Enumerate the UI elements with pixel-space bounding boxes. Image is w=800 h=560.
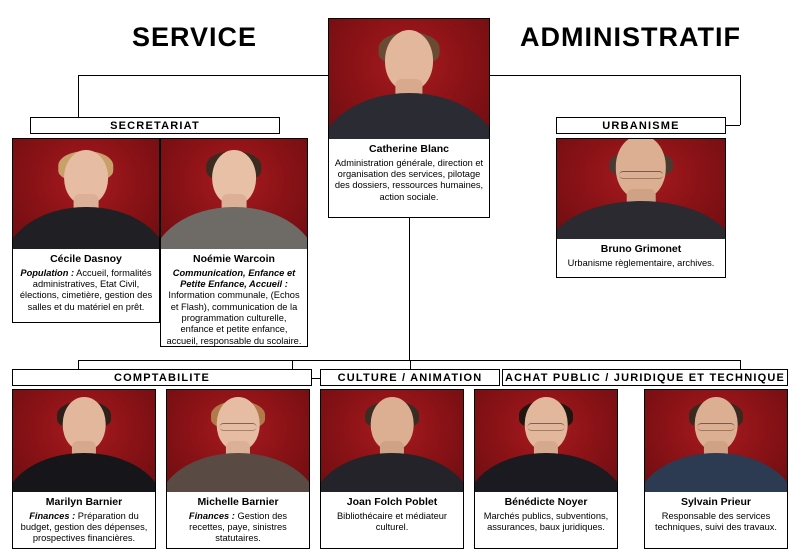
person-name: Bruno Grimonet xyxy=(600,243,682,255)
section-header-urbanisme: URBANISME xyxy=(556,117,726,134)
person-name: Cécile Dasnoy xyxy=(50,253,122,265)
person-card-catherine-blanc[interactable] xyxy=(328,18,490,218)
person-caption xyxy=(13,249,159,318)
person-caption xyxy=(557,239,725,274)
connector-director-down xyxy=(409,218,410,360)
person-role-prefix: Population : xyxy=(20,267,75,278)
person-name: Marilyn Barnier xyxy=(45,496,123,508)
person-role xyxy=(17,511,151,545)
person-role-text: Accueil, formalités administratives, Etat Civil, élections, cimetière, gestion des salles et du matériel en prêt. xyxy=(19,267,153,312)
portrait-photo xyxy=(645,390,787,492)
person-caption xyxy=(645,492,787,538)
page-title-left: SERVICE xyxy=(132,22,258,52)
section-header-culture: CULTURE / ANIMATION xyxy=(320,369,500,386)
person-role-prefix: Communication, Enfance et Petite Enfance, Accueil : xyxy=(172,267,296,290)
portrait-photo xyxy=(557,139,725,239)
connector-bottom-bus xyxy=(78,360,740,361)
page-title-right: ADMINISTRATIF xyxy=(520,22,741,52)
person-caption xyxy=(475,492,617,538)
person-role: Marchés publics, subventions, assurances, baux juridiques. xyxy=(483,510,609,533)
connector-top-right-drop xyxy=(740,75,741,125)
portrait-photo xyxy=(475,390,617,492)
person-name: Bénédicte Noyer xyxy=(504,496,588,508)
person-name: Noémie Warcoin xyxy=(193,253,275,265)
person-role xyxy=(171,511,305,545)
person-role: Urbanisme règlementaire, archives. xyxy=(567,257,715,268)
section-header-secretariat: SECRETARIAT xyxy=(30,117,280,134)
person-role xyxy=(17,268,155,313)
person-caption xyxy=(13,492,155,549)
person-name: Joan Folch Poblet xyxy=(346,496,438,508)
person-role-prefix: Finances : xyxy=(188,510,235,521)
person-role: Responsable des services techniques, suivi des travaux. xyxy=(655,510,777,533)
person-card-cecile-dasnoy[interactable] xyxy=(12,138,160,323)
person-card-benedicte-noyer[interactable] xyxy=(474,389,618,549)
portrait-photo xyxy=(13,390,155,492)
person-role-text: Préparation du budget, gestion des dépenses, prospectives financières. xyxy=(20,510,148,544)
person-caption xyxy=(329,139,489,208)
person-card-joan-folch-poblet[interactable] xyxy=(320,389,464,549)
person-caption xyxy=(161,249,307,347)
person-card-sylvain-prieur[interactable] xyxy=(644,389,788,549)
portrait-photo xyxy=(329,19,489,139)
person-name: Catherine Blanc xyxy=(369,143,449,155)
portrait-photo xyxy=(321,390,463,492)
person-role-prefix: Finances : xyxy=(29,510,76,521)
section-header-comptabilite: COMPTABILITE xyxy=(12,369,312,386)
person-role xyxy=(165,268,303,347)
person-caption xyxy=(321,492,463,538)
person-role: Bibliothécaire et médiateur culturel. xyxy=(336,510,448,533)
person-card-marilyn-barnier[interactable] xyxy=(12,389,156,549)
person-role-text: Gestion des recettes, paye, sinistres statutaires. xyxy=(189,510,288,544)
portrait-photo xyxy=(13,139,159,249)
person-card-bruno-grimonet[interactable] xyxy=(556,138,726,278)
portrait-photo xyxy=(167,390,309,492)
portrait-photo xyxy=(161,139,307,249)
person-name: Sylvain Prieur xyxy=(680,496,752,508)
person-card-michelle-barnier[interactable] xyxy=(166,389,310,549)
section-header-achat: ACHAT PUBLIC / JURIDIQUE ET TECHNIQUE xyxy=(502,369,788,386)
person-role-text: Information communale, (Echos et Flash), communication de la programmation culturelle, enfance et petite enfance, accueil, responsable du scolaire. xyxy=(166,290,302,346)
person-role: Administration générale, direction et organisation des services, pilotage des dossiers, ressources humaines, action sociale. xyxy=(334,157,484,202)
person-caption xyxy=(167,492,309,549)
person-name: Michelle Barnier xyxy=(197,496,279,508)
person-card-noemie-warcoin[interactable] xyxy=(160,138,308,347)
